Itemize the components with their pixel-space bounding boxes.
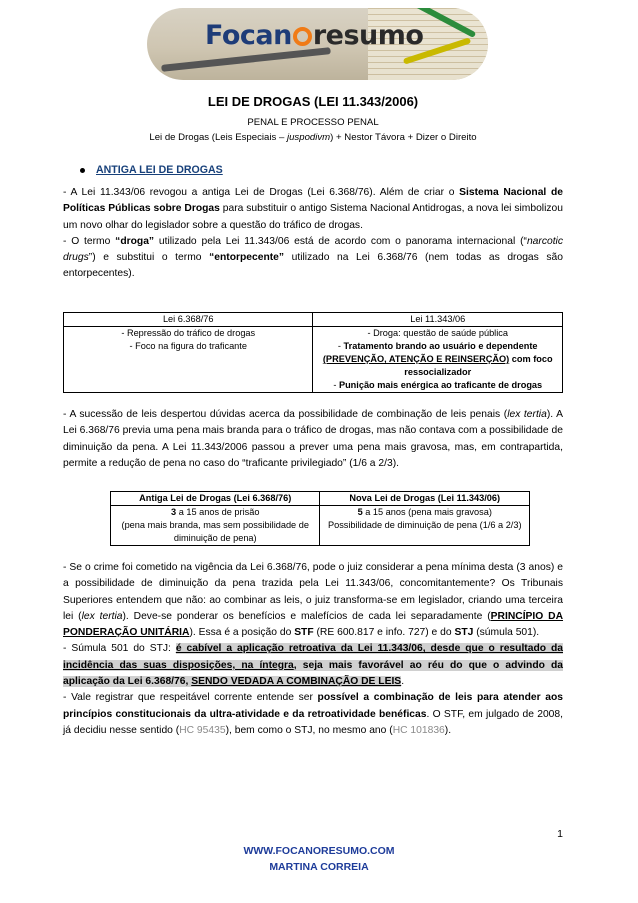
table-header-row — [111, 492, 530, 506]
cell-line — [313, 353, 562, 379]
para1-text: - A Lei 11.343/06 revogou a antiga Lei de Drogas (Lei 6.368/76). Além de criar o — [63, 187, 460, 198]
table-cell — [64, 327, 313, 393]
cell-line: - Foco na figura do traficante — [129, 341, 247, 351]
table-row — [111, 506, 530, 546]
cell-text: - — [333, 380, 339, 390]
sources-prefix: Lei de Drogas (Leis Especiais – — [149, 132, 287, 143]
table-cell — [111, 506, 320, 546]
cell-line: - Droga: questão de saúde pública — [367, 328, 508, 338]
footer-author: MARTINA CORREIA — [269, 861, 369, 873]
para3-text: - Súmula 501 do STJ: — [63, 643, 176, 655]
para3-bold-underline: é cabível a aplicação retroativa da Lei 11.343/06, desde que o resultado da incidência das suas disposições, — [63, 643, 563, 671]
para3-text: - Se o crime foi cometido na vigência da Lei 6.368/76, pode o juiz considerar a pena mínima desta (3 anos) e a possibilidade de diminuição da pena trazida pela Lei 11.343/06, concomitantemente? Os Tribunais Superiores entendem que não: ao combinar as leis, o juiz transforma-se em legislador, criando uma terceira lei ( — [63, 562, 563, 622]
cell-bold: Punição mais enérgica ao traficante de drogas — [338, 380, 543, 390]
para1-text: utilizado pela Lei 11.343/06 está de acordo com o panorama internacional (“ — [154, 235, 527, 247]
cell-line — [313, 340, 562, 353]
cell-line — [313, 379, 562, 392]
para3-bold: STJ — [454, 627, 474, 639]
para3-text: (súmula 501). — [473, 627, 540, 639]
cell-text: - — [337, 341, 344, 351]
para3-bold: , seja mais favorável ao réu do que o advindo da aplicação da Lei 6.368/76, — [63, 659, 564, 688]
cell-line: Possibilidade de diminuição de pena (1/6 a 2/3) — [327, 520, 522, 530]
para3-text: ). Essa é a posição do — [189, 627, 295, 639]
para1-text: - O termo — [63, 235, 116, 247]
para3-bold-underline: SENDO VEDADA A COMBINAÇÃO DE LEIS — [191, 676, 402, 688]
para3-text: ). — [444, 724, 452, 736]
para3-bold: possível a combinação de leis para atender aos princípios constitucionais da ultra-atividade e da retroatividade benéficas — [63, 692, 563, 720]
para3-bold-underline: na íntegra — [241, 659, 294, 671]
paragraph-lex-tertia — [63, 407, 563, 472]
cell-bold: 5 — [357, 507, 363, 517]
cell-line — [111, 506, 319, 519]
table-cell — [313, 327, 563, 393]
brand-logo — [205, 20, 423, 51]
cell-bold: Tratamento brando ao usuário e dependente — [343, 341, 538, 351]
para3-bold-underline: PRINCÍPIO DA PONDERAÇÃO UNITÁRIA — [63, 610, 564, 639]
para3-text: - Vale registrar que respeitável corrente entende ser — [63, 692, 318, 704]
para1-text: para substituir o antigo Sistema Nacional Antidrogas, a nova lei simbolizou um novo olhar do legislador sobre a questão do tráfico de drogas. — [63, 203, 563, 231]
comparison-table-penalties — [110, 491, 530, 546]
para2-text: - A sucessão de leis despertou dúvidas acerca da possibilidade de combinação de leis penais ( — [63, 409, 508, 420]
para1-text: ”) e substitui o termo — [88, 252, 210, 264]
para1-text: utilizado na Lei 6.368/76 (nem todas as drogas são entorpecentes). — [63, 252, 563, 280]
para3-bold: STF — [294, 627, 314, 639]
para1-italic: narcotic drugs — [63, 235, 563, 264]
table-header-cell: Lei 11.343/06 — [313, 313, 563, 327]
para1-bold: Sistema Nacional de Políticas Públicas sobre Drogas — [63, 187, 563, 215]
cell-line: - Repressão do tráfico de drogas — [121, 328, 256, 338]
table-header-cell: Antiga Lei de Drogas (Lei 6.368/76) — [111, 492, 320, 506]
para1-bold: “droga” — [115, 235, 155, 247]
page-number: 1 — [557, 828, 563, 840]
footer-website[interactable]: WWW.FOCANORESUMO.COM — [243, 845, 395, 857]
para1-bold: “entorpecente” — [209, 252, 285, 264]
comparison-table-laws — [63, 312, 563, 393]
cell-bold: com foco ressocializador — [404, 354, 553, 377]
hc-101836-link[interactable]: HC 101836 — [392, 724, 445, 736]
paragraph-jurisprudence — [63, 560, 563, 739]
cell-bold-underline: (PREVENÇÃO, ATENÇÃO E REINSERÇÃO) — [322, 354, 510, 364]
page-subtitle: PENAL E PROCESSO PENAL — [247, 117, 379, 128]
para3-text: ), bem como o STJ, no mesmo ano ( — [225, 724, 393, 736]
para3-text: (RE 600.817 e info. 727) e do — [313, 627, 455, 639]
section-heading: ANTIGA LEI DE DROGAS — [96, 164, 223, 176]
table-header-cell: Lei 6.368/76 — [64, 313, 313, 327]
cell-line — [320, 506, 529, 519]
brand-ring-icon — [293, 27, 312, 46]
cell-bold: 3 — [171, 507, 177, 517]
cell-text: a 15 anos (pena mais gravosa) — [362, 507, 492, 517]
paragraph-intro — [63, 185, 563, 283]
bullet-icon — [80, 168, 85, 173]
para2-italic: lex tertia — [507, 409, 547, 420]
brand-part2: resumo — [312, 20, 424, 51]
para2-text: ). A Lei 6.368/76 previa uma pena mais branda para o tráfico de drogas, mas não contava com a possibilidade de diminuição da pena. A Lei 11.343/2006 passou a prever uma pena mais gravosa, mas, em contrapartida, permite a redução de pena no caso do “traficante privilegiado” (1/6 a 2/3). — [63, 409, 564, 469]
table-cell — [320, 506, 530, 546]
table-header-row — [64, 313, 563, 327]
hc-95435-link[interactable]: HC 95435 — [179, 724, 226, 736]
sources-suffix: ) + Nestor Távora + Dizer o Direito — [330, 132, 477, 143]
table-header-cell: Nova Lei de Drogas (Lei 11.343/06) — [320, 492, 530, 506]
table-row — [64, 327, 563, 393]
page-sources — [63, 132, 563, 143]
para3-text: ). Deve-se ponderar os benefícios e malefícios de cada lei separadamente ( — [122, 610, 491, 622]
cell-line: (pena mais branda, mas sem possibilidade de diminuição de pena) — [121, 520, 309, 543]
brand-part1: Focan — [205, 20, 292, 51]
cell-text: a 15 anos de prisão — [176, 507, 260, 517]
para3-italic: lex tertia — [81, 610, 123, 622]
para3-text: . O STF, em julgado de 2008, já decidiu nesse sentido ( — [63, 708, 563, 736]
sources-italic: juspodivm — [286, 132, 331, 143]
para3-text: . — [401, 676, 405, 688]
page-title: LEI DE DROGAS (LEI 11.343/2006) — [207, 94, 419, 109]
